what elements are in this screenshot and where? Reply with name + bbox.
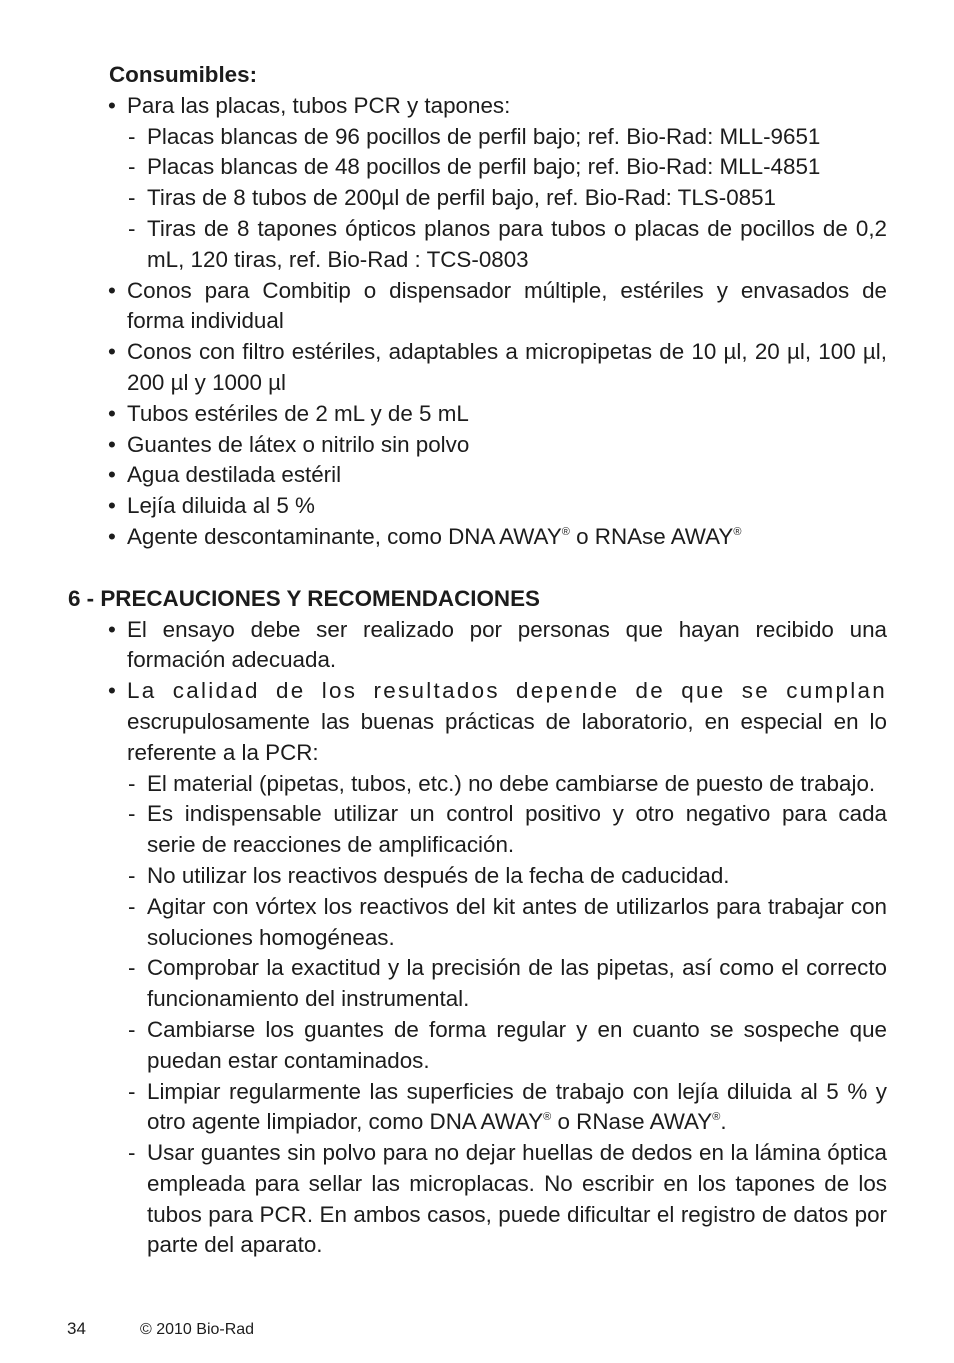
bullet-mark: •: [108, 523, 116, 549]
sub-item-text: Usar guantes sin polvo para no dejar huellas de dedos en la lámina óptica empleada para sellar las microplacas. No escribir en los tapones de los tubos para PCR. En ambos casos, puede dificultar el registro de datos por parte del aparato.: [147, 1140, 887, 1258]
sub-item-text: Placas blancas de 48 pocillos de perfil bajo; ref. Bio-Rad: MLL-4851: [147, 154, 821, 180]
sub-list-item: [108, 1138, 887, 1261]
text-run: o RNAse AWAY: [569, 523, 734, 549]
list-item: [108, 337, 887, 399]
sub-list-item: [108, 799, 887, 861]
dash-mark: -: [128, 1140, 136, 1166]
dash-mark: -: [128, 801, 136, 827]
sub-item-text: Tiras de 8 tapones ópticos planos para tubos o placas de pocillos de 0,2 mL, 120 tiras, ref. Bio-Rad : TCS-0803: [147, 215, 887, 272]
sub-list-item: [108, 1015, 887, 1077]
text-run-tracked: La calidad de los resultados depende de que se cumplan: [127, 678, 887, 704]
list-item-text: Agua destilada estéril: [127, 462, 342, 488]
registered-mark: ®: [561, 525, 570, 538]
bullet-mark: •: [108, 616, 116, 642]
sub-list-item: [108, 892, 887, 954]
sub-list-item: [108, 861, 887, 892]
text-run: .: [720, 1109, 727, 1135]
sub-item-text: Tiras de 8 tubos de 200µl de perfil bajo, ref. Bio-Rad: TLS-0851: [147, 185, 777, 211]
registered-mark: ®: [712, 1111, 721, 1124]
list-item: [108, 460, 887, 491]
consumibles-list: [68, 91, 887, 553]
sub-item-text: El material (pipetas, tubos, etc.) no debe cambiarse de puesto de trabajo.: [147, 770, 876, 796]
sub-item-text: Placas blancas de 96 pocillos de perfil bajo; ref. Bio-Rad: MLL-9651: [147, 123, 821, 149]
page-content: [68, 60, 887, 1261]
sub-item-text: Cambiarse los guantes de forma regular y en cuanto se sospeche que puedan estar contaminados.: [147, 1016, 887, 1073]
dash-mark: -: [128, 862, 136, 888]
list-item: [108, 276, 887, 338]
list-item-text: El ensayo debe ser realizado por personas que hayan recibido una formación adecuada.: [127, 616, 887, 673]
sub-list-item: [108, 769, 887, 800]
sub-list-item: [108, 152, 887, 183]
bullet-mark: •: [108, 462, 116, 488]
list-item-text: Tubos estériles de 2 mL y de 5 mL: [127, 400, 469, 426]
sub-item-text: No utilizar los reactivos después de la fecha de caducidad.: [147, 862, 730, 888]
dash-mark: -: [128, 1016, 136, 1042]
section-spacer: [68, 553, 887, 584]
precauciones-heading: 6 - PRECAUCIONES Y RECOMENDACIONES: [68, 585, 540, 611]
dash-mark: -: [128, 1078, 136, 1104]
bullet-mark: •: [108, 431, 116, 457]
sub-item-text: Comprobar la exactitud y la precisión de las pipetas, así como el correcto funcionamiento del instrumental.: [147, 955, 887, 1012]
sub-list-item: [108, 214, 887, 276]
list-item-text: Conos con filtro estériles, adaptables a micropipetas de 10 µl, 20 µl, 100 µl, 200 µl y 1000 µl: [127, 339, 887, 395]
sub-item-text: Es indispensable utilizar un control positivo y otro negativo para cada serie de reacciones de amplificación.: [147, 801, 887, 858]
sub-item-text: [147, 1079, 887, 1135]
list-item: [108, 615, 887, 677]
sub-list-item: [108, 183, 887, 214]
list-item: [108, 676, 887, 1261]
bullet-mark: •: [108, 92, 116, 118]
copyright-notice: © 2010 Bio-Rad: [140, 1321, 255, 1338]
sub-list-item: [108, 122, 887, 153]
text-run: o RNase AWAY: [551, 1109, 713, 1135]
dash-mark: -: [128, 123, 136, 149]
bullet-mark: •: [108, 400, 116, 426]
list-item-text: Guantes de látex o nitrilo sin polvo: [127, 431, 470, 457]
sub-list: [108, 122, 887, 276]
text-run: Agente descontaminante, como DNA AWAY: [127, 523, 562, 549]
sub-list: [108, 769, 887, 1262]
list-item: [108, 399, 887, 430]
text-run: escrupulosamente las buenas prácticas de laboratorio, en especial en lo referente a la PCR:: [127, 708, 887, 765]
dash-mark: -: [128, 154, 136, 180]
dash-mark: -: [128, 770, 136, 796]
precauciones-list: [68, 615, 887, 1262]
bullet-mark: •: [108, 493, 116, 519]
list-item-text: [127, 678, 887, 765]
dash-mark: -: [128, 215, 136, 241]
list-item-text: [127, 524, 741, 549]
list-item: [108, 491, 887, 522]
dash-mark: -: [128, 893, 136, 919]
bullet-mark: •: [108, 277, 116, 303]
sub-item-text: Agitar con vórtex los reactivos del kit antes de utilizarlos para trabajar con soluciones homogéneas.: [147, 893, 887, 950]
text-run: Limpiar regularmente las superficies de trabajo con lejía diluida al 5 % y otro agente limpiador, como DNA AWAY: [147, 1078, 887, 1135]
registered-mark: ®: [543, 1111, 552, 1124]
sub-list-item: [108, 1077, 887, 1139]
registered-mark: ®: [733, 525, 742, 538]
list-item-text: Lejía diluida al 5 %: [127, 493, 315, 519]
page-footer: [67, 1318, 255, 1340]
list-item: [108, 91, 887, 276]
dash-mark: -: [128, 185, 136, 211]
sub-list-item: [108, 953, 887, 1015]
page-number: 34: [67, 1319, 86, 1338]
list-item: [108, 430, 887, 461]
list-item-text: Para las placas, tubos PCR y tapones:: [127, 92, 511, 118]
dash-mark: -: [128, 955, 136, 981]
bullet-mark: •: [108, 678, 116, 704]
consumibles-heading: Consumibles:: [109, 62, 258, 87]
list-item-text: Conos para Combitip o dispensador múltiple, estériles y envasados de forma individual: [127, 277, 887, 334]
list-item: [108, 522, 887, 553]
bullet-mark: •: [108, 339, 116, 365]
